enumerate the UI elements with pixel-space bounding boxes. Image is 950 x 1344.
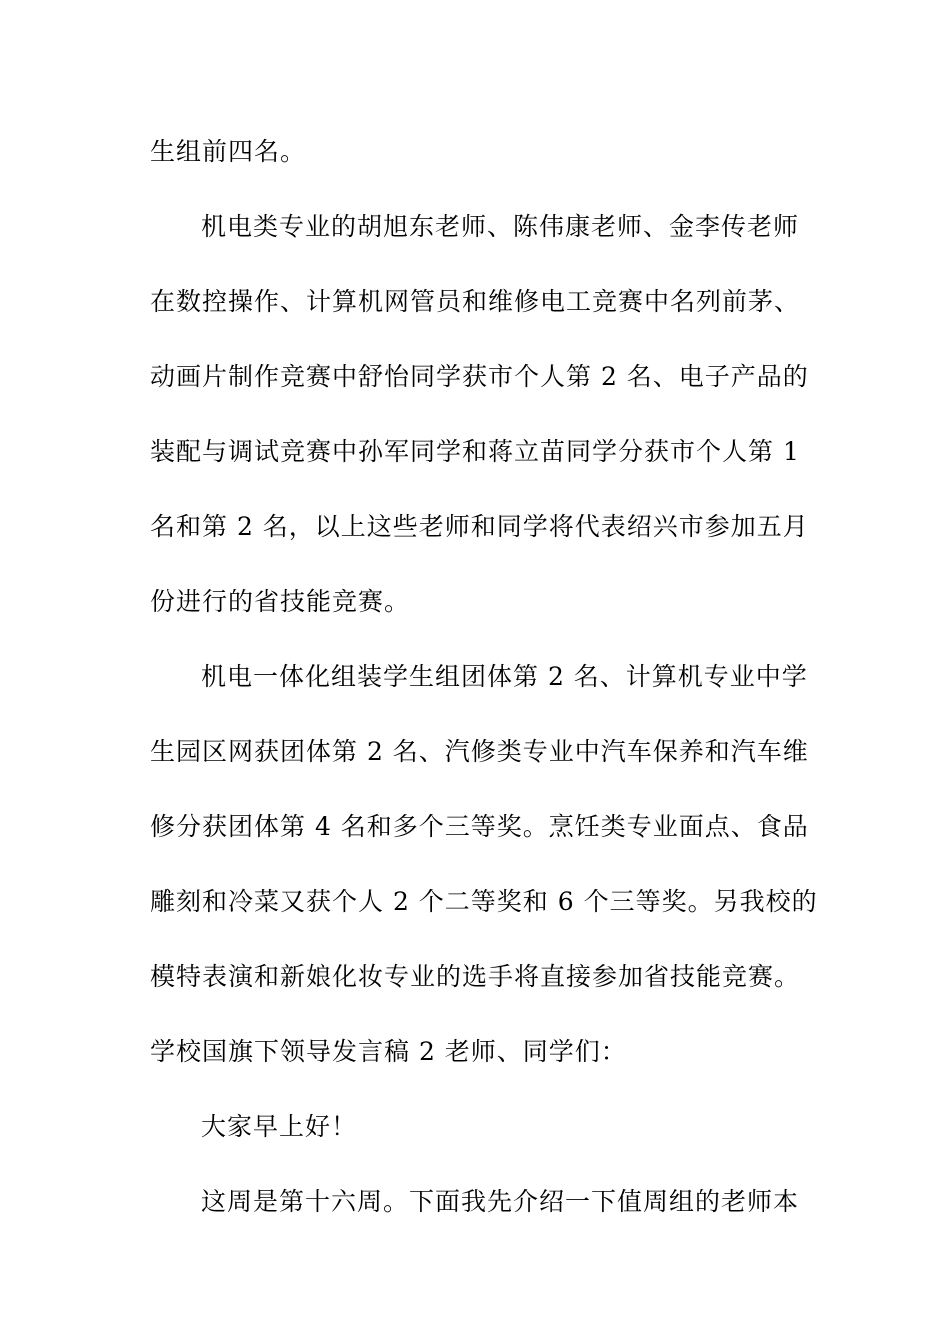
text-line: 模特表演和新娘化妆专业的选手将直接参加省技能竞赛。 bbox=[150, 962, 801, 991]
paragraph-first-line: 这周是第十六周。下面我先介绍一下值周组的老师本 bbox=[201, 1187, 800, 1216]
greeting-line: 大家早上好！ bbox=[201, 1112, 358, 1141]
text-line: 在数控操作、计算机网管员和维修电工竞赛中名列前茅、 bbox=[150, 287, 801, 316]
text-line: 修分获团体第 4 名和多个三等奖。烹饪类专业面点、食品 bbox=[150, 812, 809, 841]
paragraph-first-line: 机电一体化组装学生组团体第 2 名、计算机专业中学 bbox=[201, 662, 808, 691]
text-line: 雕刻和冷菜又获个人 2 个二等奖和 6 个三等奖。另我校的 bbox=[150, 887, 818, 916]
text-line: 生组前四名。 bbox=[150, 137, 307, 166]
text-line: 份进行的省技能竞赛。 bbox=[150, 587, 411, 616]
text-line: 生园区网获团体第 2 名、汽修类专业中汽车保养和汽车维 bbox=[150, 737, 809, 766]
heading-line: 学校国旗下领导发言稿 2 老师、同学们： bbox=[150, 1037, 627, 1066]
text-line: 名和第 2 名，以上这些老师和同学将代表绍兴市参加五月 bbox=[150, 512, 809, 541]
text-line: 动画片制作竞赛中舒怡同学获市个人第 2 名、电子产品的 bbox=[150, 362, 809, 391]
text-line: 装配与调试竞赛中孙军同学和蒋立苗同学分获市个人第 1 bbox=[150, 437, 800, 466]
paragraph-first-line: 机电类专业的胡旭东老师、陈伟康老师、金李传老师 bbox=[201, 212, 800, 241]
